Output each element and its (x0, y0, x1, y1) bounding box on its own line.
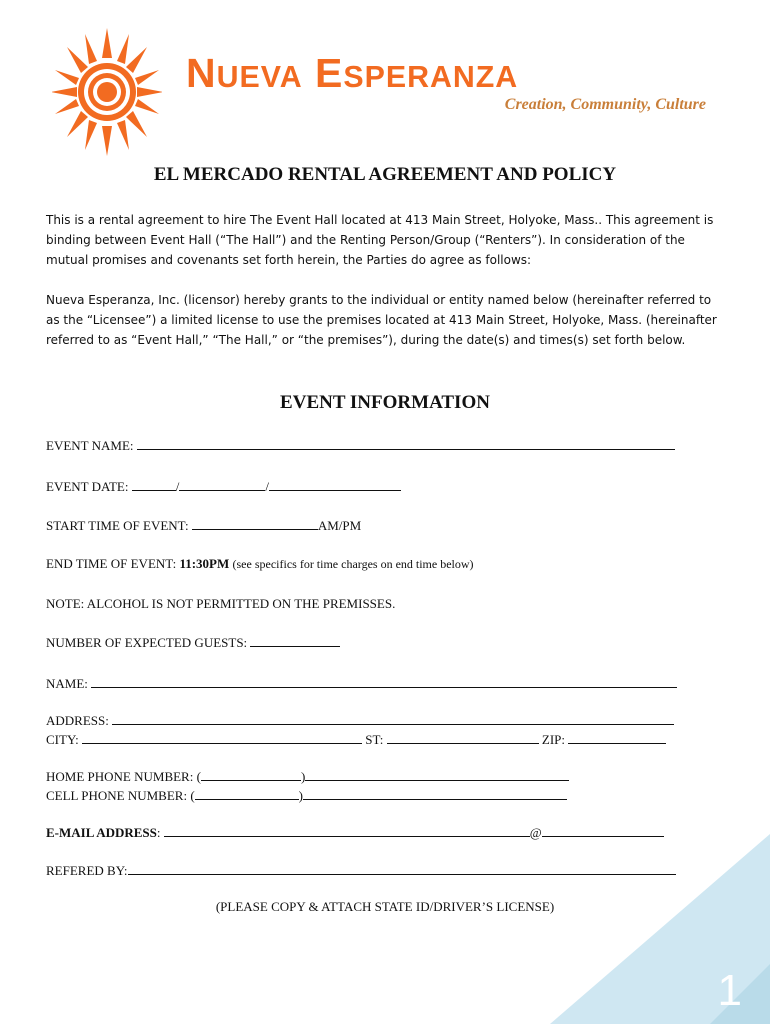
cell-phone-label: CELL PHONE NUMBER: (46, 788, 188, 803)
tagline: Creation, Community, Culture (504, 96, 706, 113)
referred-by-label: REFERED BY: (46, 863, 128, 878)
event-month-field[interactable] (132, 477, 176, 491)
guests-row (46, 633, 340, 652)
event-name-row (46, 436, 675, 455)
paren-open: ( (190, 788, 195, 803)
page-number: 1 (717, 966, 742, 1015)
start-time-field[interactable] (192, 516, 318, 530)
cell-phone-row (46, 786, 567, 805)
guests-label: NUMBER OF EXPECTED GUESTS: (46, 635, 248, 650)
state-field[interactable] (387, 730, 539, 744)
start-time-suffix: AM/PM (317, 518, 362, 533)
alcohol-note: NOTE: ALCOHOL IS NOT PERMITTED ON THE PREMISSES. (46, 596, 396, 611)
event-day-field[interactable] (179, 477, 265, 491)
end-time-note: (see specifics for time charges on end time below) (232, 557, 474, 571)
sun-icon (52, 26, 162, 160)
name-field[interactable] (91, 674, 677, 688)
document-title: EL MERCADO RENTAL AGREEMENT AND POLICY (153, 164, 617, 185)
home-phone-area-field[interactable] (201, 767, 301, 781)
paren-open: ( (196, 769, 201, 784)
name-row (46, 674, 677, 693)
intro-paragraph-1: This is a rental agreement to hire The Event Hall located at 413 Main Street, Holyoke, Mass.. This agreement is binding between Event Hall (“The Hall”) and the Renting Person/Group (“Renters”). In consideration of the mutual promises and covenants set forth herein, the Parties do agree as follows: (46, 213, 714, 267)
email-user-field[interactable] (164, 823, 530, 837)
event-year-field[interactable] (269, 477, 401, 491)
cell-phone-area-field[interactable] (195, 786, 299, 800)
attach-id-note: (PLEASE COPY & ATTACH STATE ID/DRIVER’S LICENSE) (215, 899, 555, 914)
paren-close: ) (300, 769, 306, 784)
home-phone-row (46, 767, 569, 786)
zip-field[interactable] (568, 730, 666, 744)
intro-paragraph-2: Nueva Esperanza, Inc. (licensor) hereby grants to the individual or entity named below (hereinafter referred to as the “Licensee”) a limited license to use the premises located at 413 Main Street, Holyoke, Mass. (hereinafter referred to as “Event Hall,” “The Hall,” or “the premises”), during the date(s) and times(s) set forth below. (46, 293, 717, 347)
start-time-row (46, 516, 361, 535)
end-time-row (46, 555, 474, 573)
event-name-field[interactable] (137, 436, 675, 450)
state-label: ST: (365, 732, 384, 747)
paren-close: ) (298, 788, 304, 803)
email-at: @ (529, 825, 542, 840)
name-label: NAME: (46, 676, 88, 691)
city-label: CITY: (46, 732, 79, 747)
date-separator: / (175, 479, 180, 494)
event-date-label: EVENT DATE: (46, 479, 129, 494)
brand-logo-text: NUEVA ESPERANZA (186, 50, 519, 96)
email-label: E-MAIL ADDRESS (46, 825, 157, 840)
event-date-row (46, 477, 401, 496)
zip-label: ZIP: (541, 732, 566, 747)
event-name-label: EVENT NAME: (46, 438, 134, 453)
address-row (46, 711, 674, 730)
section-title: EVENT INFORMATION (280, 392, 490, 413)
end-time-label: END TIME OF EVENT: (46, 556, 177, 571)
city-row (46, 730, 666, 749)
email-colon: : (156, 825, 161, 840)
home-phone-label: HOME PHONE NUMBER: (46, 769, 194, 784)
end-time-value: 11:30PM (179, 556, 230, 571)
address-label: ADDRESS: (46, 713, 109, 728)
address-field[interactable] (112, 711, 674, 725)
start-time-label: START TIME OF EVENT: (46, 518, 189, 533)
city-field[interactable] (82, 730, 362, 744)
date-separator: / (265, 479, 269, 494)
guests-field[interactable] (250, 633, 340, 647)
